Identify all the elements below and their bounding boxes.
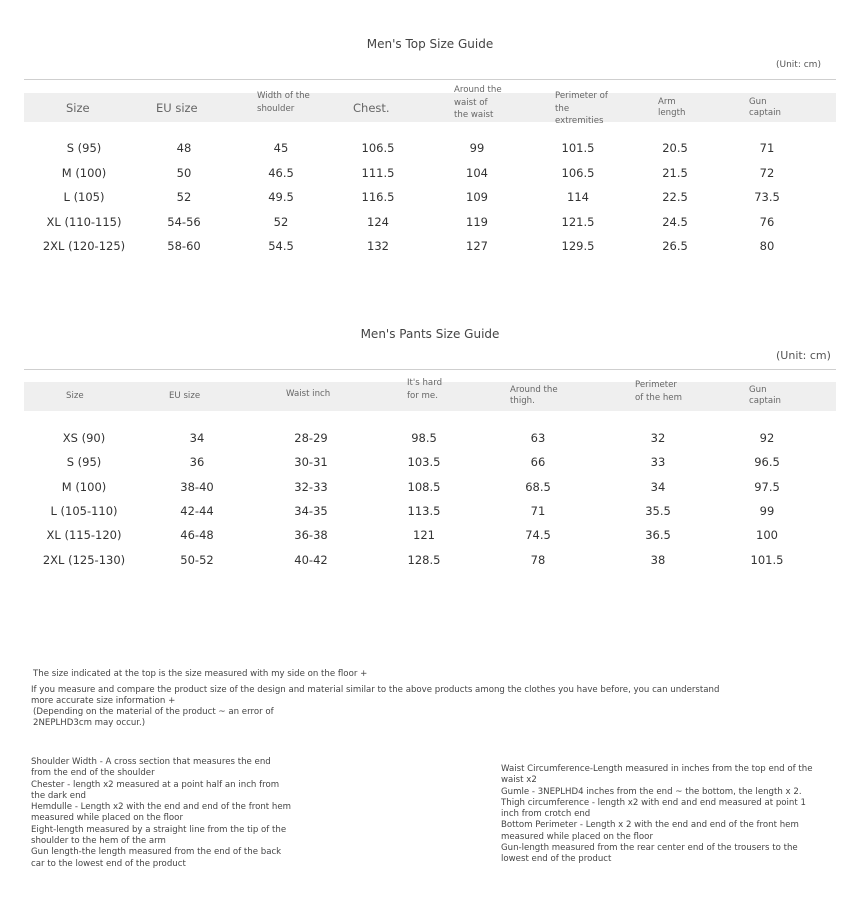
pants-header-thigh: Around the thigh. bbox=[510, 385, 558, 406]
pants-cell-eu: 34 bbox=[189, 431, 205, 445]
top-cell-gun: 73.5 bbox=[754, 190, 780, 204]
pants-cell-size: M (100) bbox=[61, 480, 107, 494]
top-cell-chest: 124 bbox=[367, 215, 389, 229]
pants-header-waist-inch: Waist inch bbox=[286, 389, 331, 399]
pants-cell-hem: 34 bbox=[650, 480, 666, 494]
top-cell-size: 2XL (120-125) bbox=[42, 239, 126, 253]
pants-cell-size: 2XL (125-130) bbox=[42, 553, 126, 567]
top-header-chest: Chest. bbox=[353, 101, 390, 115]
definition-item: Waist Circumference-Length measured in inches from the top end of the waist x2 bbox=[501, 764, 813, 786]
top-cell-shoulder: 54.5 bbox=[268, 239, 294, 253]
top-cell-eu: 52 bbox=[176, 190, 192, 204]
pants-header-hip: It's hard for me. bbox=[407, 378, 443, 401]
top-cell-extremities: 121.5 bbox=[561, 215, 595, 229]
top-cell-shoulder: 46.5 bbox=[268, 166, 294, 180]
pants-cell-thigh: 63 bbox=[530, 431, 546, 445]
pants-cell-gun: 100 bbox=[756, 528, 778, 542]
pants-cell-thigh: 71 bbox=[530, 504, 546, 518]
pants-cell-hip: 108.5 bbox=[407, 480, 441, 494]
note-line: (Depending on the material of the product ~ an error of bbox=[33, 707, 274, 717]
definition-item: Hemdulle - Length x2 with the end and end of the front hem measured while placed on the floor bbox=[31, 802, 291, 824]
top-header-shoulder-width: Width of the shoulder bbox=[257, 91, 310, 114]
pants-cell-eu: 46-48 bbox=[180, 528, 214, 542]
pants-cell-waist: 40-42 bbox=[294, 553, 328, 567]
pants-cell-eu: 50-52 bbox=[180, 553, 214, 567]
pants-cell-hem: 38 bbox=[650, 553, 666, 567]
top-cell-size: M (100) bbox=[61, 166, 107, 180]
pants-cell-gun: 99 bbox=[759, 504, 775, 518]
pants-cell-hip: 103.5 bbox=[407, 455, 441, 469]
pants-cell-gun: 96.5 bbox=[754, 455, 780, 469]
note-line: If you measure and compare the product size of the design and material similar to the above products among the clothes you have before, you can understand bbox=[31, 685, 720, 695]
top-cell-gun: 71 bbox=[759, 141, 775, 155]
pants-unit-label: (Unit: cm) bbox=[776, 349, 831, 362]
top-cell-gun: 80 bbox=[759, 239, 775, 253]
pants-cell-waist: 32-33 bbox=[294, 480, 328, 494]
pants-header-eu-size: EU size bbox=[169, 391, 201, 401]
top-cell-size: S (95) bbox=[66, 141, 102, 155]
definition-item: Gun length-the length measured from the end of the back car to the lowest end of the product bbox=[31, 847, 282, 869]
pants-cell-size: XL (115-120) bbox=[46, 528, 122, 542]
pants-cell-waist: 34-35 bbox=[294, 504, 328, 518]
pants-cell-hip: 98.5 bbox=[411, 431, 437, 445]
top-cell-arm: 22.5 bbox=[662, 190, 688, 204]
top-unit-label: (Unit: cm) bbox=[776, 60, 821, 70]
definition-item: Bottom Perimeter - Length x 2 with the end and end of the front hem measured while placed on the floor bbox=[501, 820, 799, 842]
top-header-eu-size: EU size bbox=[156, 101, 198, 115]
pants-cell-waist: 36-38 bbox=[294, 528, 328, 542]
top-size-guide-title: Men's Top Size Guide bbox=[366, 37, 494, 51]
pants-measurement-definitions bbox=[501, 764, 821, 866]
top-cell-extremities: 129.5 bbox=[561, 239, 595, 253]
top-cell-extremities: 106.5 bbox=[561, 166, 595, 180]
top-cell-waist: 99 bbox=[469, 141, 485, 155]
pants-cell-hem: 33 bbox=[650, 455, 666, 469]
pants-header-size: Size bbox=[66, 391, 84, 401]
pants-cell-hip: 128.5 bbox=[407, 553, 441, 567]
definition-item: Eight-length measured by a straight line from the tip of the shoulder to the hem of the arm bbox=[31, 824, 287, 847]
pants-cell-thigh: 78 bbox=[530, 553, 546, 567]
pants-cell-hem: 36.5 bbox=[645, 528, 671, 542]
top-cell-eu: 54-56 bbox=[167, 215, 201, 229]
top-cell-extremities: 101.5 bbox=[561, 141, 595, 155]
pants-cell-thigh: 74.5 bbox=[525, 528, 551, 542]
definition-item: Chester - length x2 measured at a point half an inch from the dark end bbox=[31, 779, 280, 801]
top-table-rule bbox=[24, 79, 836, 80]
pants-cell-eu: 42-44 bbox=[180, 504, 214, 518]
pants-cell-gun: 92 bbox=[759, 431, 775, 445]
top-cell-size: XL (110-115) bbox=[46, 215, 122, 229]
top-measurement-definitions bbox=[31, 757, 291, 870]
top-cell-eu: 50 bbox=[176, 166, 192, 180]
pants-cell-waist: 28-29 bbox=[294, 431, 328, 445]
top-cell-gun: 76 bbox=[759, 215, 775, 229]
top-cell-extremities: 114 bbox=[567, 190, 589, 204]
pants-cell-thigh: 68.5 bbox=[525, 480, 551, 494]
definition-item: Thigh circumference - length x2 with end and end measured at point 1 inch from crotch end bbox=[501, 797, 806, 820]
pants-size-guide-title: Men's Pants Size Guide bbox=[360, 327, 500, 341]
top-header-waist: Around the waist of the waist bbox=[454, 85, 502, 120]
pants-cell-hem: 35.5 bbox=[645, 504, 671, 518]
top-cell-waist: 127 bbox=[466, 239, 488, 253]
top-cell-eu: 48 bbox=[176, 141, 192, 155]
pants-cell-hip: 121 bbox=[413, 528, 435, 542]
pants-header-hem: Perimeter of the hem bbox=[635, 380, 682, 403]
top-header-gun-captain: Gun captain bbox=[749, 97, 781, 118]
pants-cell-size: S (95) bbox=[66, 455, 102, 469]
pants-cell-thigh: 66 bbox=[530, 455, 546, 469]
definition-item: Gumle - 3NEPLHD4 inches from the end ~ the bottom, the length x 2. bbox=[501, 786, 802, 797]
note-line: more accurate size information + bbox=[31, 696, 176, 706]
top-cell-shoulder: 52 bbox=[273, 215, 289, 229]
pants-cell-hip: 113.5 bbox=[407, 504, 441, 518]
top-cell-chest: 116.5 bbox=[361, 190, 395, 204]
pants-cell-hem: 32 bbox=[650, 431, 666, 445]
top-cell-arm: 26.5 bbox=[662, 239, 688, 253]
top-cell-waist: 109 bbox=[466, 190, 488, 204]
top-cell-arm: 21.5 bbox=[662, 166, 688, 180]
top-cell-chest: 111.5 bbox=[361, 166, 395, 180]
top-cell-waist: 119 bbox=[466, 215, 488, 229]
top-header-extremities: Perimeter of the extremities bbox=[555, 91, 608, 126]
pants-cell-eu: 38-40 bbox=[180, 480, 214, 494]
top-cell-size: L (105) bbox=[63, 190, 105, 204]
top-cell-shoulder: 49.5 bbox=[268, 190, 294, 204]
top-header-size: Size bbox=[66, 101, 90, 115]
top-cell-arm: 20.5 bbox=[662, 141, 688, 155]
top-header-arm-length: Arm length bbox=[658, 97, 686, 118]
top-cell-chest: 132 bbox=[367, 239, 389, 253]
top-cell-shoulder: 45 bbox=[273, 141, 289, 155]
pants-cell-size: XS (90) bbox=[62, 431, 106, 445]
definition-item: Shoulder Width - A cross section that measures the end from the end of the shoulder bbox=[31, 757, 271, 779]
pants-cell-gun: 101.5 bbox=[750, 553, 784, 567]
top-table-header bbox=[24, 93, 836, 122]
top-cell-chest: 106.5 bbox=[361, 141, 395, 155]
top-cell-arm: 24.5 bbox=[662, 215, 688, 229]
top-cell-gun: 72 bbox=[759, 166, 775, 180]
pants-cell-eu: 36 bbox=[189, 455, 205, 469]
note-line: 2NEPLHD3cm may occur.) bbox=[33, 718, 146, 728]
top-cell-eu: 58-60 bbox=[167, 239, 201, 253]
pants-cell-gun: 97.5 bbox=[754, 480, 780, 494]
pants-header-gun-captain: Gun captain bbox=[749, 385, 781, 406]
pants-cell-size: L (105-110) bbox=[50, 504, 118, 518]
pants-cell-waist: 30-31 bbox=[294, 455, 328, 469]
pants-table-rule bbox=[24, 369, 836, 370]
definition-item: Gun-length measured from the rear center end of the trousers to the lowest end of the product bbox=[501, 843, 798, 865]
top-cell-waist: 104 bbox=[466, 166, 488, 180]
note-line: The size indicated at the top is the size measured with my side on the floor + bbox=[33, 669, 368, 679]
